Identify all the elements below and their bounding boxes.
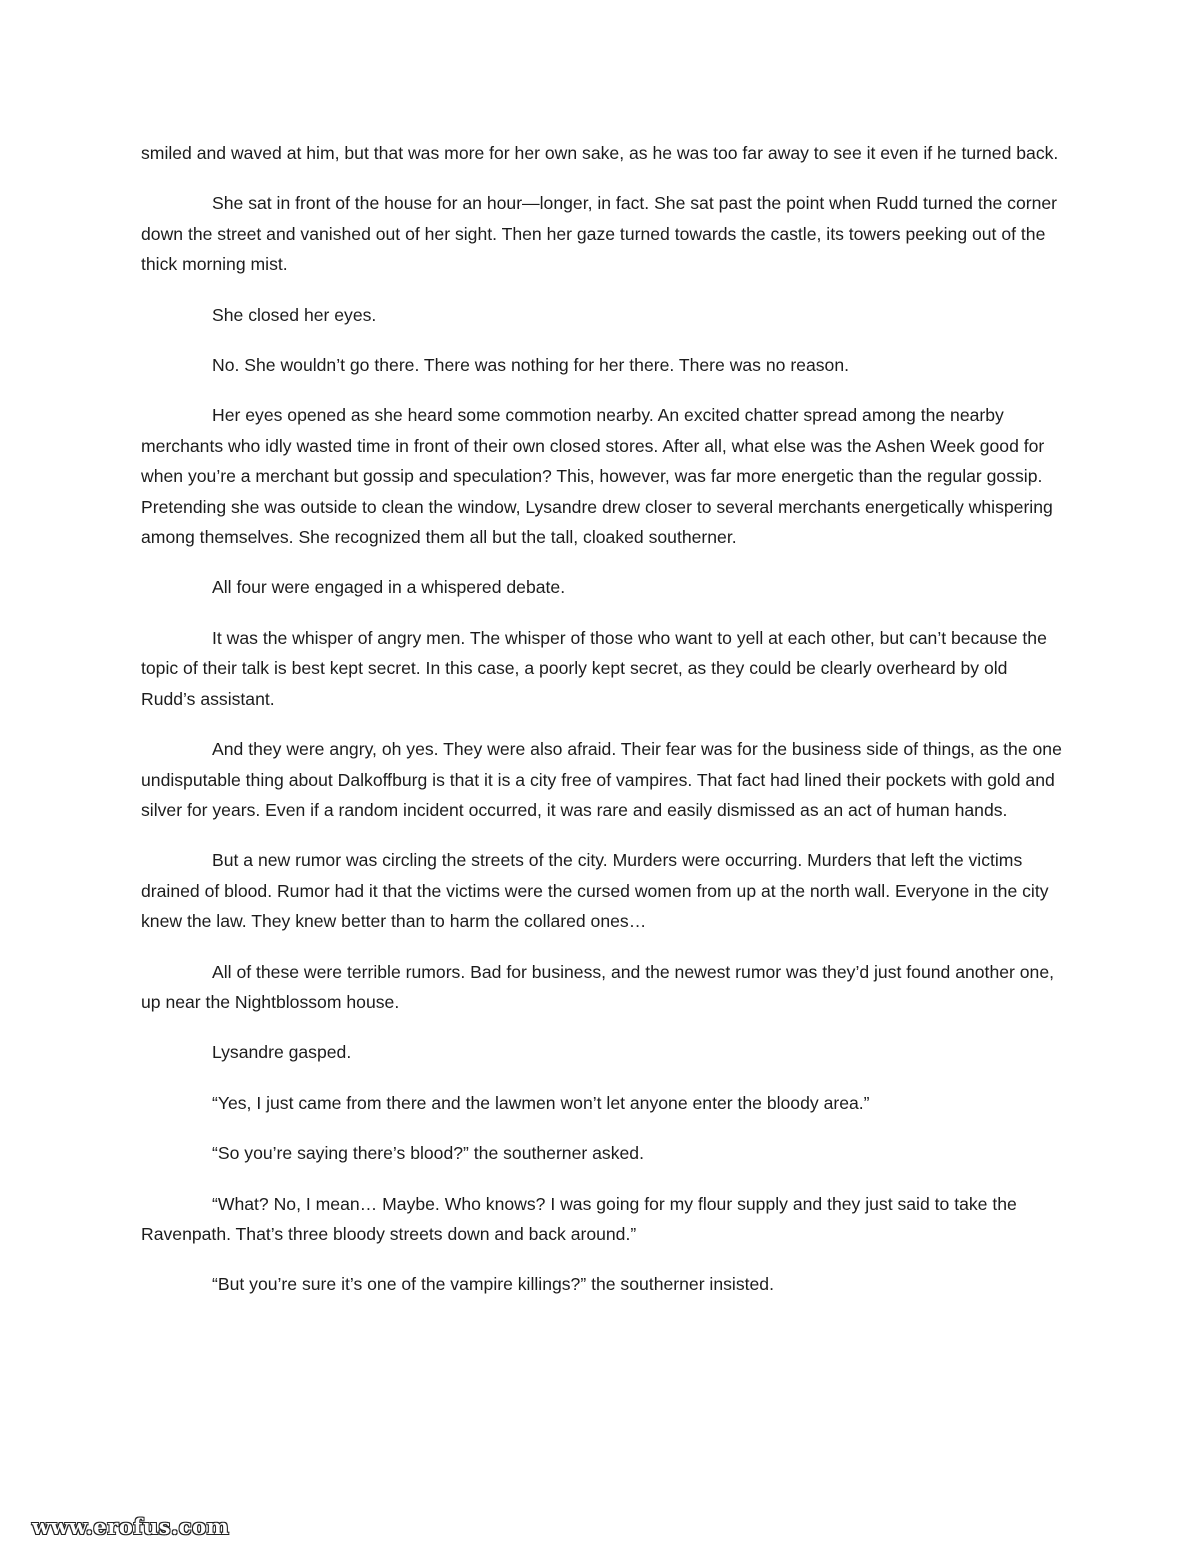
paragraph-1: smiled and waved at him, but that was more for her own sake, as he was too far away to see it even if he turned back.: [141, 143, 1059, 163]
paragraph-6: All four were engaged in a whispered debate.: [212, 577, 566, 598]
paragraph-15: “But you’re sure it’s one of the vampire killings?” the southerner insisted.: [212, 1274, 774, 1295]
paragraph-13: “So you’re saying there’s blood?” the southerner asked.: [212, 1143, 644, 1164]
document-page: [141, 138, 1063, 1320]
paragraph-5: Her eyes opened as she heard some commotion nearby. An excited chatter spread among the nearby merchants who idly wasted time in front of their own closed stores. After all, what else was the Ashen Week good for when you’re a merchant but gossip and speculation? This, however, was far more energetic than the regular gossip. Pretending she was outside to clean the window, Lysandre drew closer to several merchants energetically whispering among themselves. She recognized them all but the tall, cloaked southerner.: [141, 405, 1053, 548]
paragraph-8: And they were angry, oh yes. They were also afraid. Their fear was for the business side of things, as the one undisputable thing about Dalkoffburg is that it is a city free of vampires. That fact had lined their pockets with gold and silver for years. Even if a random incident occurred, it was rare and easily dismissed as an act of human hands.: [141, 739, 1062, 820]
paragraph-3: She closed her eyes.: [212, 304, 377, 325]
paragraph-12: “Yes, I just came from there and the lawmen won’t let anyone enter the bloody area.”: [212, 1092, 870, 1113]
paragraph-2: She sat in front of the house for an hour—longer, in fact. She sat past the point when Rudd turned the corner down the street and vanished out of her sight. Then her gaze turned towards the castle, its towers peeking out of the thick morning mist.: [141, 193, 1058, 275]
paragraph-11: Lysandre gasped.: [212, 1042, 352, 1063]
paragraph-7: It was the whisper of angry men. The whisper of those who want to yell at each other, but can’t because the topic of their talk is best kept secret. In this case, a poorly kept secret, as they could be clearly overheard by old Rudd’s assistant.: [141, 627, 1047, 709]
paragraph-9: But a new rumor was circling the streets of the city. Murders were occurring. Murders that left the victims drained of blood. Rumor had it that the victims were the cursed women from up at the north wall. Everyone in the city knew the law. They knew better than to harm the collared ones…: [141, 850, 1049, 932]
paragraph-4: No. She wouldn’t go there. There was nothing for her there. There was no reason.: [212, 355, 850, 376]
paragraph-14: “What? No, I mean… Maybe. Who knows? I was going for my flour supply and they just said to take the Ravenpath. That’s three bloody streets down and back around.”: [141, 1193, 1017, 1244]
site-watermark: www.erofus.com: [32, 1514, 230, 1539]
paragraph-10: All of these were terrible rumors. Bad for business, and the newest rumor was they’d just found another one, up near the Nightblossom house.: [141, 961, 1055, 1012]
